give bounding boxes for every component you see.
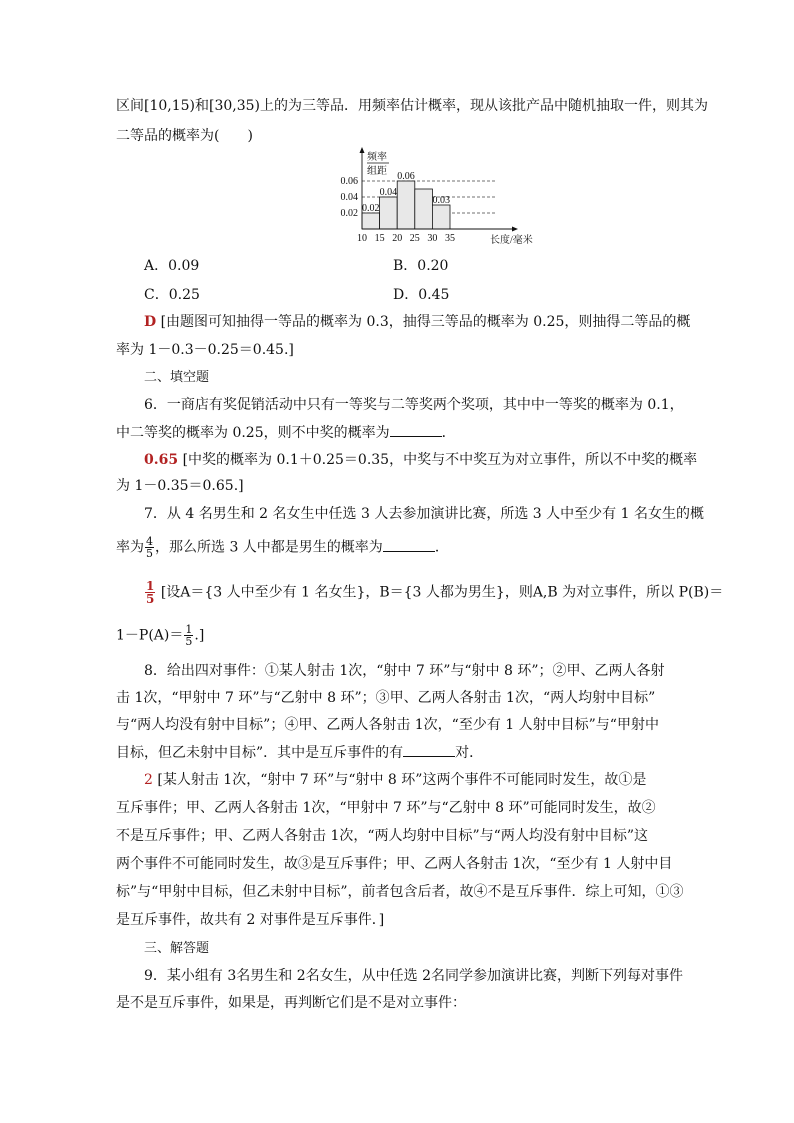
q6-explain1 (144, 450, 697, 470)
q7-frac-num: 4 (146, 535, 153, 548)
q8-line1: 8．给出四对事件：①某人射击 1次，“射中 7 环”与“射中 8 环”；②甲、乙两人各射 (144, 663, 665, 679)
x-tick-label: 20 (392, 233, 403, 244)
y-axis-arrow (360, 147, 365, 153)
q7-answer-den: 5 (146, 592, 155, 606)
q8-line4-pre: 目标，但乙未射中目标”．其中是互斥事件的有 (116, 745, 404, 761)
bar-value-label: 0.06 (397, 171, 415, 182)
q7-explain2 (116, 624, 204, 647)
q5-explain1 (144, 312, 690, 332)
q8-explain6: 是互斥事件，故共有 2 对事件是互斥事件．] (116, 912, 385, 928)
y-tick-label: 0.02 (340, 208, 358, 219)
q6-line1: 6．一商店有奖促销活动中只有一等奖与二等奖两个奖项，其中中一等奖的概率为 0.1， (144, 397, 684, 413)
section-fill-in: 二、填空题 (144, 370, 210, 385)
option-b: B．0.20 (393, 258, 449, 274)
x-tick-label: 10 (357, 233, 367, 244)
histogram-bar (432, 205, 450, 229)
x-tick-label: 25 (409, 233, 420, 244)
q5-explain-text: [由题图可知抽得一等品的概率为 0.3，抽得三等品的概率为 0.25，则抽得二等品的概 (160, 314, 691, 330)
q7-explain-den: 5 (185, 635, 193, 648)
q5-line2: 二等品的概率为( ) (116, 128, 253, 144)
q7-line2-post: ． (434, 539, 449, 556)
q8-line4-post: 对． (455, 745, 484, 761)
y-axis-label-top: 频率 (367, 152, 387, 163)
histogram-bar (380, 197, 398, 229)
y-tick-label: 0.04 (340, 192, 358, 203)
q7-explain2-pre: 1－P(A)＝ (116, 627, 184, 644)
q7-blank (383, 537, 435, 552)
q7-explain2-post: .] (194, 627, 205, 644)
q7-line2-mid: ，那么所选 3 人中都是男生的概率为 (155, 539, 383, 556)
q7-answer-num: 1 (146, 579, 155, 593)
q8-line2: 击 1次，“甲射中 7 环”与“乙射中 8 环”；③甲、乙两人各射击 1次，“两人均射中目标” (116, 690, 656, 706)
q7-frac-den: 5 (146, 547, 153, 560)
q7-explain1 (144, 580, 723, 605)
q6-explain2: 为 1－0.35＝0.65.] (116, 478, 244, 494)
q6-blank (390, 422, 442, 437)
q6-explain-text: [中奖的概率为 0.1＋0.25＝0.35，中奖与不中奖互为对立事件，所以不中奖的概率 (182, 452, 698, 468)
q9-line2: 是不是互斥事件，如果是，再判断它们是不是对立事件： (116, 995, 466, 1011)
q6-line2-post: ． (441, 425, 456, 441)
x-tick-label: 15 (374, 233, 385, 244)
option-d: D．0.45 (393, 287, 450, 303)
q6-line2-pre: 中二等奖的概率为 0.25，则不中奖的概率为 (116, 425, 390, 441)
option-c: C．0.25 (144, 287, 200, 303)
q7-line2-pre: 率为 (116, 539, 144, 556)
x-tick-label: 35 (445, 233, 455, 244)
q9-line1: 9．某小组有 3名男生和 2名女生，从中任选 2名同学参加演讲比赛，判断下列每对事件 (144, 968, 683, 984)
q7-explain-text: [设A＝{3 人中至少有 1 名女生}，B＝{3 人都为男生}，则A,B 为对立事件，所以 P(B)＝ (160, 584, 724, 601)
q7-line1: 7．从 4 名男生和 2 名女生中任选 3 人去参加演讲比赛，所选 3 人中至少有 1 名女生的概 (144, 506, 704, 522)
q8-blank (403, 742, 455, 757)
q8-explain-text: [某人射击 1次，“射中 7 环”与“射中 8 环”这两个事件不可能同时发生，故①是 (157, 772, 647, 788)
q6-answer: 0.65 (144, 452, 179, 468)
q8-line4 (116, 742, 483, 763)
y-tick-label: 0.06 (340, 176, 358, 187)
q7-line2 (116, 536, 449, 559)
q8-explain3: 不是互斥事件；甲、乙两人各射击 1次，“两人均射中目标”与“两人均没有射中目标”这 (116, 828, 648, 844)
q5-answer: D (144, 314, 157, 330)
q5-line1: 区间[10,15)和[30,35)上的为三等品．用频率估计概率，现从该批产品中随机抽取一件，则其为 (116, 98, 709, 114)
q7-explain-num: 1 (185, 623, 193, 636)
section-answer: 三、解答题 (144, 941, 210, 956)
histogram-bar (415, 189, 433, 229)
q7-answer (145, 580, 155, 605)
x-axis-arrow (512, 227, 518, 232)
q8-explain4: 两个事件不可能同时发生，故③是互斥事件；甲、乙两人各射击 1次，“至少有 1 人射中目 (116, 856, 673, 872)
bar-value-label: 0.04 (379, 187, 398, 198)
bar-value-label: 0.02 (362, 203, 380, 214)
y-axis-label-bottom: 组距 (367, 166, 387, 177)
histogram-bar (397, 181, 415, 229)
histogram (310, 145, 550, 250)
x-axis-label: 长度/毫米 (490, 235, 533, 246)
q7-explain-fraction (184, 624, 193, 647)
q8-explain2: 互斥事件；甲、乙两人各射击 1次，“甲射中 7 环”与“乙射中 8 环”可能同时发生，故② (116, 800, 656, 816)
x-tick-label: 30 (427, 233, 438, 244)
q7-fraction (145, 536, 154, 559)
q8-answer: 2 (144, 772, 153, 788)
q8-line3: 与“两人均没有射中目标”；④甲、乙两人各射击 1次，“至少有 1 人射中目标”与“甲射中 (116, 717, 659, 733)
q5-explain2: 率为 1－0.3－0.25＝0.45.] (116, 342, 294, 358)
histogram-bar (362, 213, 380, 229)
q8-explain1 (144, 770, 646, 790)
option-a: A．0.09 (144, 258, 200, 274)
bar-value-label: 0.03 (432, 195, 450, 206)
q8-explain5: 标”与“甲射中目标，但乙未射中目标”，前者包含后者，故④不是互斥事件．综上可知，①③ (116, 884, 684, 900)
q6-line2 (116, 422, 456, 443)
